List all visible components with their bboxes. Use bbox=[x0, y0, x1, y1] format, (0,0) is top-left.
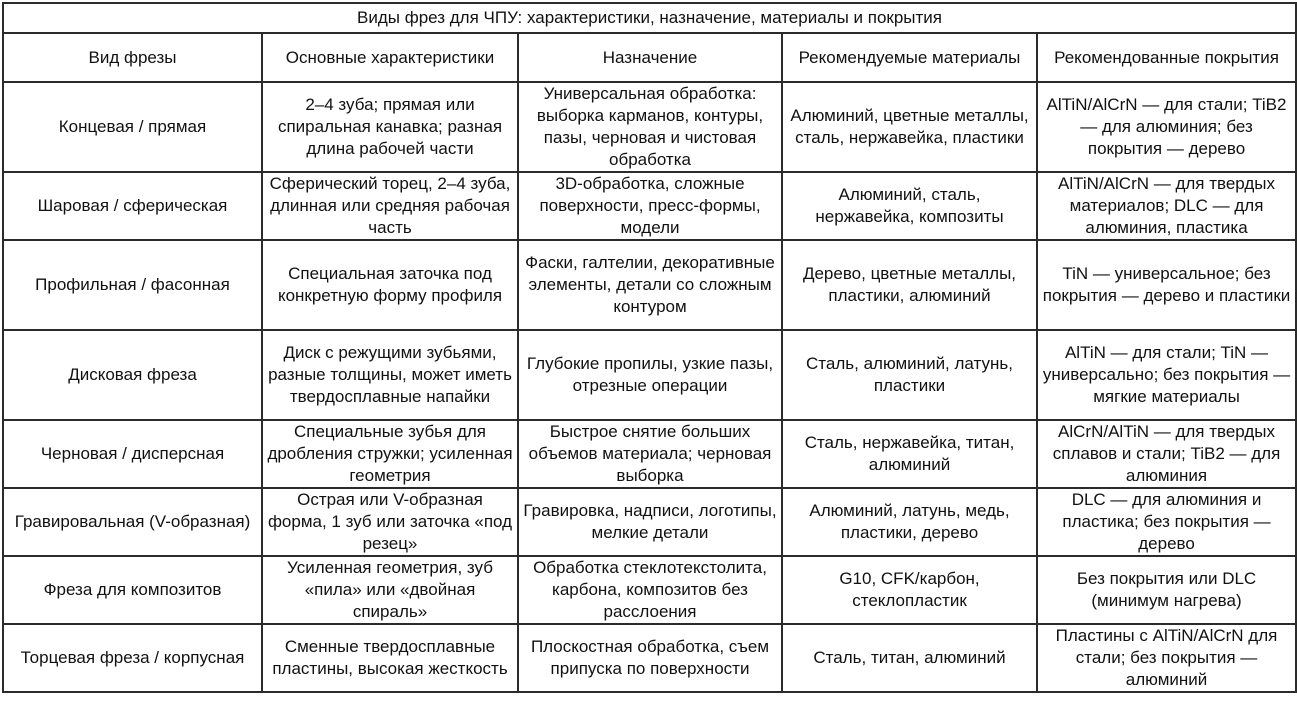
table-row bbox=[3, 556, 1296, 624]
cell-features: Специальные зубья для дробления стружки; усиленная геометрия bbox=[262, 420, 518, 488]
cell-materials: Сталь, титан, алюминий bbox=[782, 624, 1037, 692]
cell-features: Острая или V-образная форма, 1 зуб или заточка «под резец» bbox=[262, 488, 518, 556]
cell-kind: Дисковая фреза bbox=[3, 330, 262, 420]
cell-materials: G10, CFK/карбон, стеклопластик bbox=[782, 556, 1037, 624]
cell-purpose: Глубокие пропилы, узкие пазы, отрезные операции bbox=[518, 330, 782, 420]
cell-coatings: AlTiN — для стали; TiN — универсально; без покрытия — мягкие материалы bbox=[1037, 330, 1296, 420]
cell-purpose: 3D-обработка, сложные поверхности, пресс-формы, модели bbox=[518, 172, 782, 240]
cell-purpose: Плоскостная обработка, съем припуска по поверхности bbox=[518, 624, 782, 692]
header-purpose: Назначение bbox=[518, 33, 782, 82]
cell-features: 2–4 зуба; прямая или спиральная канавка; разная длина рабочей части bbox=[262, 82, 518, 172]
table-title: Виды фрез для ЧПУ: характеристики, назначение, материалы и покрытия bbox=[3, 3, 1296, 33]
cell-coatings: AlCrN/AlTiN — для твердых сплавов и стали; TiB2 — для алюминия bbox=[1037, 420, 1296, 488]
cell-kind: Фреза для композитов bbox=[3, 556, 262, 624]
table-row bbox=[3, 172, 1296, 240]
cell-purpose: Быстрое снятие больших объемов материала; черновая выборка bbox=[518, 420, 782, 488]
cell-purpose: Универсальная обработка: выборка карманов, контуры, пазы, черновая и чистовая обработка bbox=[518, 82, 782, 172]
table-title-row bbox=[3, 3, 1296, 33]
table-row bbox=[3, 82, 1296, 172]
cell-kind: Черновая / дисперсная bbox=[3, 420, 262, 488]
cell-features: Усиленная геометрия, зуб «пила» или «двойная спираль» bbox=[262, 556, 518, 624]
header-materials: Рекомендуемые материалы bbox=[782, 33, 1037, 82]
cell-coatings: TiN — универсальное; без покрытия — дерево и пластики bbox=[1037, 240, 1296, 330]
cell-coatings: AlTiN/AlCrN — для стали; TiB2 — для алюминия; без покрытия — дерево bbox=[1037, 82, 1296, 172]
cell-purpose: Обработка стеклотекстолита, карбона, композитов без расслоения bbox=[518, 556, 782, 624]
cell-materials: Сталь, алюминий, латунь, пластики bbox=[782, 330, 1037, 420]
cell-coatings: Пластины с AlTiN/AlCrN для стали; без покрытия — алюминий bbox=[1037, 624, 1296, 692]
cell-materials: Дерево, цветные металлы, пластики, алюминий bbox=[782, 240, 1037, 330]
cell-coatings: Без покрытия или DLC (минимум нагрева) bbox=[1037, 556, 1296, 624]
table-row bbox=[3, 240, 1296, 330]
cell-kind: Концевая / прямая bbox=[3, 82, 262, 172]
document-page bbox=[2, 2, 1295, 693]
cell-kind: Гравировальная (V-образная) bbox=[3, 488, 262, 556]
cell-materials: Сталь, нержавейка, титан, алюминий bbox=[782, 420, 1037, 488]
table-row bbox=[3, 488, 1296, 556]
cell-materials: Алюминий, латунь, медь, пластики, дерево bbox=[782, 488, 1037, 556]
cell-kind: Шаровая / сферическая bbox=[3, 172, 262, 240]
cell-features: Диск с режущими зубьями, разные толщины, может иметь твердосплавные напайки bbox=[262, 330, 518, 420]
cell-features: Сферический торец, 2–4 зуба, длинная или средняя рабочая часть bbox=[262, 172, 518, 240]
cell-kind: Профильная / фасонная bbox=[3, 240, 262, 330]
cell-kind: Торцевая фреза / корпусная bbox=[3, 624, 262, 692]
table-row bbox=[3, 330, 1296, 420]
cell-coatings: AlTiN/AlCrN — для твердых материалов; DLC — для алюминия, пластика bbox=[1037, 172, 1296, 240]
header-kind: Вид фрезы bbox=[3, 33, 262, 82]
cell-features: Специальная заточка под конкретную форму профиля bbox=[262, 240, 518, 330]
cutter-types-table bbox=[2, 2, 1297, 693]
cell-materials: Алюминий, цветные металлы, сталь, нержавейка, пластики bbox=[782, 82, 1037, 172]
table-row bbox=[3, 420, 1296, 488]
header-features: Основные характеристики bbox=[262, 33, 518, 82]
cell-materials: Алюминий, сталь, нержавейка, композиты bbox=[782, 172, 1037, 240]
table-row bbox=[3, 624, 1296, 692]
cell-purpose: Гравировка, надписи, логотипы, мелкие детали bbox=[518, 488, 782, 556]
table-header-row bbox=[3, 33, 1296, 82]
header-coatings: Рекомендованные покрытия bbox=[1037, 33, 1296, 82]
cell-features: Сменные твердосплавные пластины, высокая жесткость bbox=[262, 624, 518, 692]
cell-purpose: Фаски, галтелии, декоративные элементы, детали со сложным контуром bbox=[518, 240, 782, 330]
cell-coatings: DLC — для алюминия и пластика; без покрытия — дерево bbox=[1037, 488, 1296, 556]
